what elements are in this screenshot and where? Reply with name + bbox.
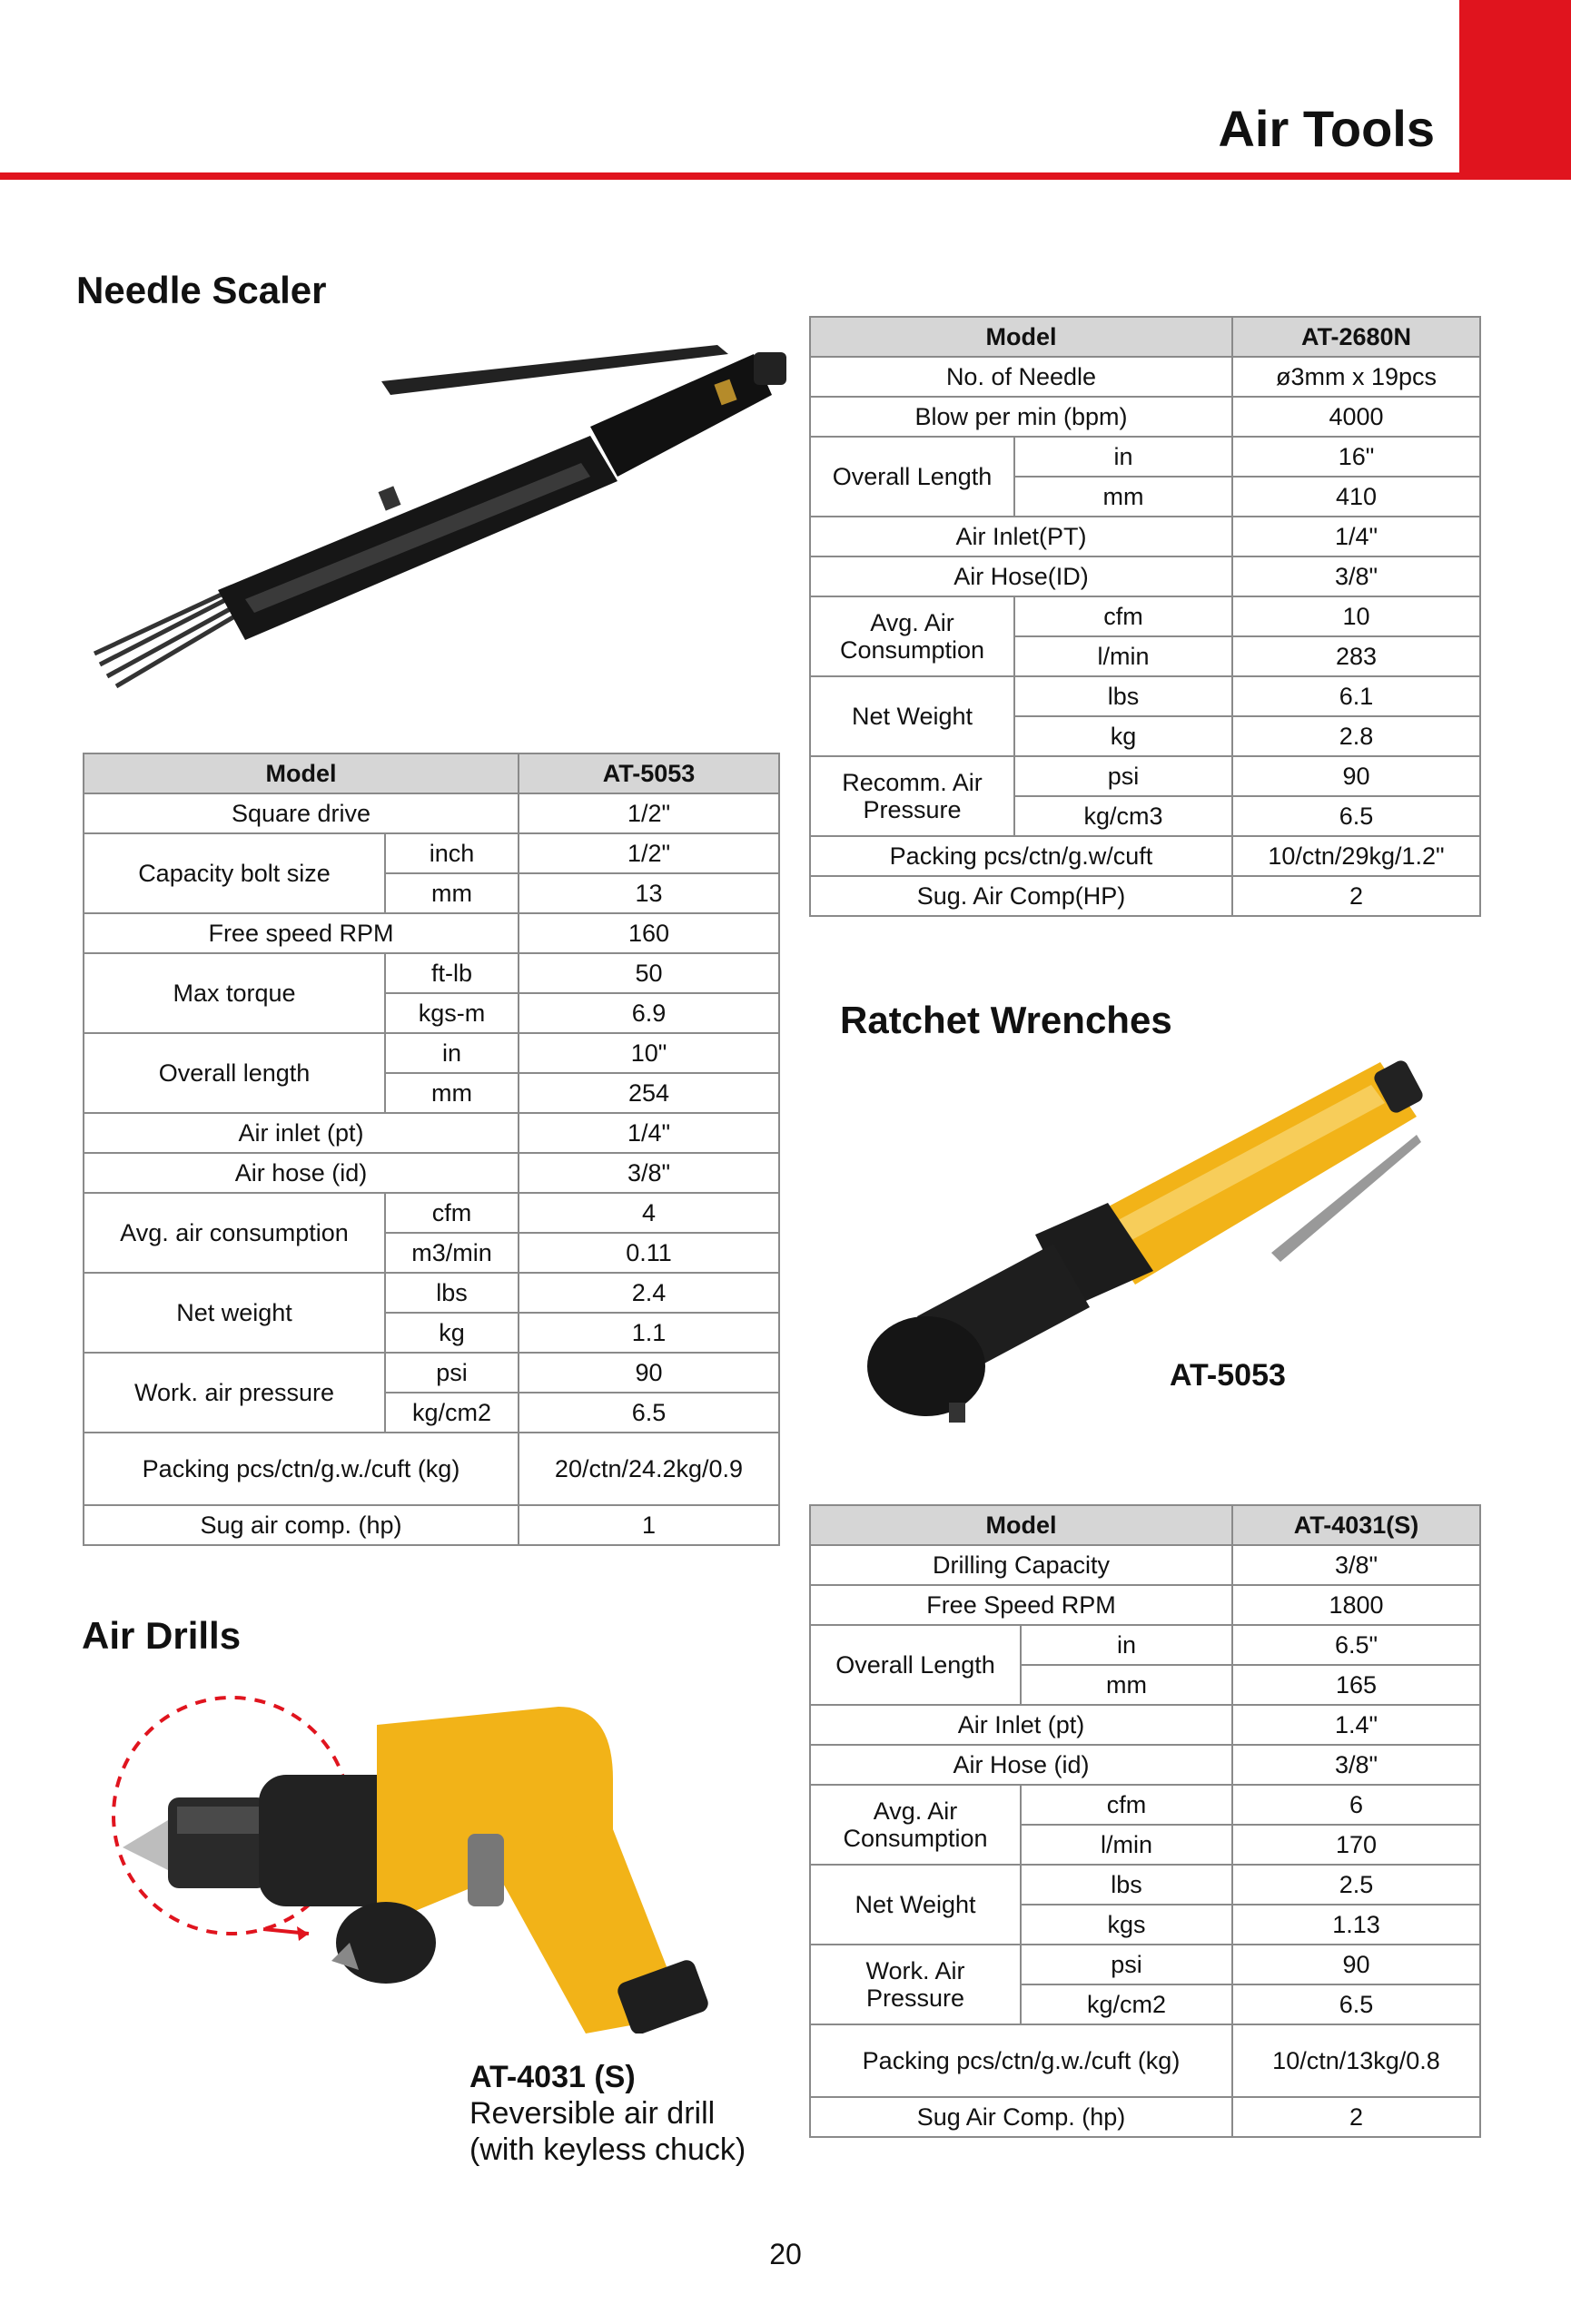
table-cell: 10/ctn/13kg/0.8 [1232,2024,1480,2097]
air-drill-caption-line2: (with keyless chuck) [469,2132,746,2167]
table-row [810,1945,1480,1984]
table-row [84,953,779,993]
table-cell: 170 [1232,1825,1480,1865]
table-cell: Air Inlet (pt) [810,1705,1232,1745]
table-cell: mm [1014,477,1232,517]
air-drill-image [104,1670,758,2034]
spec-table-at-5053 [83,753,780,1546]
table-cell: 13 [519,873,779,913]
table-cell: 10" [519,1033,779,1073]
table-cell: cfm [385,1193,519,1233]
table-cell: kg/cm3 [1014,796,1232,836]
table-cell: Sug air comp. (hp) [84,1505,519,1545]
table-cell: 10/ctn/29kg/1.2" [1232,836,1480,876]
table-row [810,676,1480,716]
table-cell: 1.1 [519,1313,779,1353]
spec-table-at-4031s [809,1504,1481,2138]
table-cell: 6.1 [1232,676,1480,716]
table-cell: 6.5 [519,1393,779,1433]
table-cell: kg/cm2 [385,1393,519,1433]
table-row [810,756,1480,796]
table-header-model-value: AT-4031(S) [1232,1505,1480,1545]
table-cell: ø3mm x 19pcs [1232,357,1480,397]
table-row [810,1545,1480,1585]
table-cell: Air Hose (id) [810,1745,1232,1785]
table-row [84,1033,779,1073]
table-cell: kgs-m [385,993,519,1033]
table-cell: Avg. Air Consumption [810,596,1014,676]
table-cell: mm [1021,1665,1232,1705]
table-cell: Net Weight [810,676,1014,756]
table-cell: 2.5 [1232,1865,1480,1905]
table-cell: lbs [385,1273,519,1313]
table-cell: Packing pcs/ctn/g.w./cuft (kg) [810,2024,1232,2097]
table-row [810,1705,1480,1745]
table-cell: 410 [1232,477,1480,517]
table-cell: 10 [1232,596,1480,636]
section-title-needle-scaler: Needle Scaler [76,269,327,311]
page-number: 20 [769,2238,802,2270]
table-cell: Recomm. Air Pressure [810,756,1014,836]
table-cell: 3/8" [1232,1745,1480,1785]
table-cell: Air Inlet(PT) [810,517,1232,556]
table-cell: Sug Air Comp. (hp) [810,2097,1232,2137]
table-cell: 50 [519,953,779,993]
table-cell: kg [385,1313,519,1353]
table-row [810,556,1480,596]
table-cell: Avg. Air Consumption [810,1785,1021,1865]
table-row [810,437,1480,477]
table-cell: Avg. air consumption [84,1193,385,1273]
table-cell: 6.5" [1232,1625,1480,1665]
table-header-model: Model [84,753,519,793]
table-row [84,1193,779,1233]
table-cell: 0.11 [519,1233,779,1273]
table-row [84,1505,779,1545]
table-cell: Air hose (id) [84,1153,519,1193]
header-accent-block [1459,0,1571,180]
table-cell: kg [1014,716,1232,756]
table-cell: Air Hose(ID) [810,556,1232,596]
table-header-model-value: AT-5053 [519,753,779,793]
table-row [810,876,1480,916]
table-cell: 90 [1232,1945,1480,1984]
table-cell: Sug. Air Comp(HP) [810,876,1232,916]
table-cell: lbs [1014,676,1232,716]
table-cell: Drilling Capacity [810,1545,1232,1585]
table-cell: kg/cm2 [1021,1984,1232,2024]
table-row [810,1785,1480,1825]
table-cell: 160 [519,913,779,953]
spec-table-at-2680n [809,316,1481,917]
table-cell: Overall Length [810,1625,1021,1705]
table-row [810,836,1480,876]
table-cell: 3/8" [1232,1545,1480,1585]
table-cell: 6 [1232,1785,1480,1825]
section-title-air-drills: Air Drills [82,1614,242,1657]
table-cell: in [385,1033,519,1073]
table-cell: 90 [1232,756,1480,796]
table-cell: 90 [519,1353,779,1393]
table-cell: Capacity bolt size [84,833,385,913]
table-cell: m3/min [385,1233,519,1273]
table-cell: 1 [519,1505,779,1545]
table-cell: 283 [1232,636,1480,676]
ratchet-caption: AT-5053 [1170,1358,1286,1393]
table-row [810,2097,1480,2137]
table-cell: 1/4" [519,1113,779,1153]
table-row [810,2024,1480,2097]
table-cell: 4000 [1232,397,1480,437]
table-cell: l/min [1021,1825,1232,1865]
table-row [84,913,779,953]
table-cell: Net weight [84,1273,385,1353]
table-row [84,833,779,873]
air-drill-caption-line1: Reversible air drill [469,2096,716,2131]
table-cell: 254 [519,1073,779,1113]
table-row [810,1745,1480,1785]
table-row [810,1585,1480,1625]
table-row [84,793,779,833]
table-cell: 3/8" [1232,556,1480,596]
table-cell: 2 [1232,2097,1480,2137]
table-header-model-value: AT-2680N [1232,317,1480,357]
table-cell: Air inlet (pt) [84,1113,519,1153]
table-cell: Work. air pressure [84,1353,385,1433]
table-cell: cfm [1014,596,1232,636]
table-cell: 1.4" [1232,1705,1480,1745]
table-cell: 2.8 [1232,716,1480,756]
table-cell: 16" [1232,437,1480,477]
table-cell: 20/ctn/24.2kg/0.9 [519,1433,779,1505]
table-cell: psi [385,1353,519,1393]
table-cell: Max torque [84,953,385,1033]
table-row [810,596,1480,636]
table-cell: Blow per min (bpm) [810,397,1232,437]
table-row [810,1865,1480,1905]
table-cell: mm [385,1073,519,1113]
table-cell: Packing pcs/ctn/g.w./cuft (kg) [84,1433,519,1505]
table-cell: in [1014,437,1232,477]
table-header-model: Model [810,317,1232,357]
air-drill-caption [469,2059,746,2168]
table-cell: 1.13 [1232,1905,1480,1945]
table-cell: 2.4 [519,1273,779,1313]
table-cell: 1/4" [1232,517,1480,556]
table-cell: 1/2" [519,793,779,833]
table-cell: 4 [519,1193,779,1233]
table-cell: 1/2" [519,833,779,873]
table-cell: 1800 [1232,1585,1480,1625]
table-cell: Free speed RPM [84,913,519,953]
ratchet-wrench-image [863,1044,1444,1462]
table-row [84,1273,779,1313]
table-row [84,1433,779,1505]
table-cell: Square drive [84,793,519,833]
table-row [810,397,1480,437]
table-cell: psi [1021,1945,1232,1984]
table-cell: 3/8" [519,1153,779,1193]
page-title: Air Tools [1218,100,1435,157]
section-title-ratchet-wrenches: Ratchet Wrenches [840,999,1172,1041]
table-row [810,1625,1480,1665]
table-row [84,1153,779,1193]
table-cell: Packing pcs/ctn/g.w/cuft [810,836,1232,876]
table-row [84,1113,779,1153]
table-cell: cfm [1021,1785,1232,1825]
air-drill-caption-model: AT-4031 (S) [469,2060,636,2094]
table-row [84,1353,779,1393]
table-cell: 6.9 [519,993,779,1033]
table-cell: 2 [1232,876,1480,916]
table-cell: mm [385,873,519,913]
table-cell: Free Speed RPM [810,1585,1232,1625]
header-rule [0,172,1571,180]
table-cell: No. of Needle [810,357,1232,397]
table-header-model: Model [810,1505,1232,1545]
table-row [810,517,1480,556]
needle-scaler-image [82,327,808,708]
table-cell: Overall length [84,1033,385,1113]
table-cell: psi [1014,756,1232,796]
table-cell: 6.5 [1232,1984,1480,2024]
table-cell: in [1021,1625,1232,1665]
table-cell: Work. Air Pressure [810,1945,1021,2024]
table-cell: lbs [1021,1865,1232,1905]
table-row [810,357,1480,397]
table-cell: 165 [1232,1665,1480,1705]
table-cell: l/min [1014,636,1232,676]
table-cell: Net Weight [810,1865,1021,1945]
table-cell: kgs [1021,1905,1232,1945]
table-cell: ft-lb [385,953,519,993]
table-cell: inch [385,833,519,873]
table-cell: Overall Length [810,437,1014,517]
table-cell: 6.5 [1232,796,1480,836]
